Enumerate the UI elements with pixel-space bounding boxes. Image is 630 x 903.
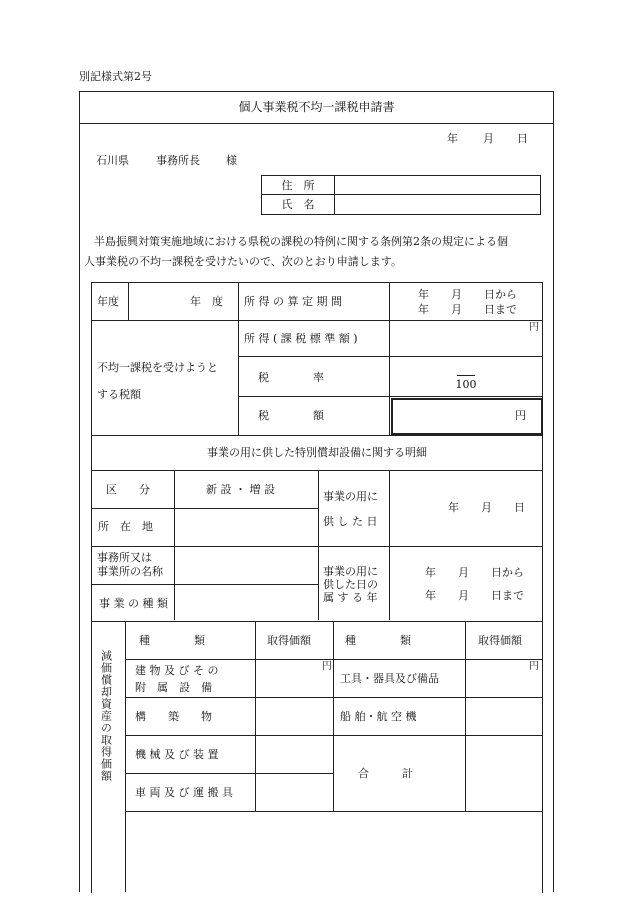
form-number: 別記様式第2号	[79, 70, 152, 83]
machinery-cost-field[interactable]	[257, 737, 331, 772]
s2-col-line-2	[318, 470, 319, 620]
depreciable-assets-label: 減価償却資産の取得価額	[99, 650, 113, 782]
fiscal-year-unit: 年 度	[190, 295, 223, 308]
office-name-field[interactable]	[176, 548, 316, 583]
period-label: 所 得 の 算 定 期 間	[244, 295, 342, 308]
type-header-left: 種 類	[139, 634, 205, 647]
year-label-2: 供した日の	[323, 578, 378, 591]
fiscal-year-label: 年度	[97, 295, 119, 308]
service-date-label-2: 供 し た 日	[323, 515, 378, 528]
statement-line-1: 半島振興対策実施地域における県税の課税の特例に関する条例第2条の規定による個	[94, 235, 508, 248]
s3-col-line-side	[125, 621, 126, 892]
s2-row-line-2	[91, 508, 318, 509]
tax-amount-label-1: 不均一課税を受けようと	[97, 361, 218, 374]
s3-row-line-5	[125, 811, 542, 812]
statement-line-2: 人事業税の不均一課税を受けたいので、次のとおり申請します。	[84, 255, 402, 268]
date-month: 月	[483, 132, 494, 145]
rate-label: 税 率	[258, 371, 324, 384]
name-field[interactable]	[336, 195, 538, 212]
income-yen: 円	[529, 322, 539, 333]
location-label: 所 在 地	[98, 520, 153, 533]
business-type-label: 事 業 の 種 類	[99, 597, 168, 610]
period-to: 年 月 日まで	[418, 303, 517, 316]
cost-yen-right: 円	[529, 661, 539, 672]
vehicles-cost-field[interactable]	[257, 775, 331, 810]
s2-row-line-4	[91, 584, 318, 585]
type-header-right: 種 類	[345, 634, 411, 647]
address-field[interactable]	[336, 176, 538, 193]
date-year: 年	[447, 132, 458, 145]
item-ships-aircraft: 船 舶・航 空 機	[340, 710, 417, 723]
cost-header-left: 取得価額	[267, 634, 311, 647]
s3-col-line-3	[465, 621, 466, 811]
title-divider	[79, 123, 553, 124]
tools-cost-field[interactable]	[467, 661, 540, 696]
service-date-label-1: 事業の用に	[323, 490, 378, 503]
s2-col-line-1	[174, 470, 175, 620]
cost-header-right: 取得価額	[478, 634, 522, 647]
s3-col-line-2	[333, 621, 334, 811]
s3-row-line-4	[125, 773, 333, 774]
item-structures: 構 築 物	[135, 710, 212, 723]
income-label: 所 得 ( 課 税 標 準 額 )	[244, 332, 358, 345]
building-cost-field[interactable]	[257, 661, 331, 696]
item-vehicles: 車 両 及 び 運 搬 具	[135, 786, 233, 799]
s1-col-line-1	[238, 282, 239, 435]
s1-col-line-0	[128, 282, 129, 320]
tax-yen: 円	[515, 409, 526, 422]
year-to: 年 月 日まで	[425, 589, 524, 602]
addressee-honorific: 様	[226, 154, 237, 167]
period-from: 年 月 日から	[418, 288, 517, 301]
year-from: 年 月 日から	[425, 566, 524, 579]
rate-fraction	[451, 375, 481, 391]
form-title: 個人事業税不均一課税申請書	[238, 100, 395, 114]
year-label-3: 属 す る 年	[323, 591, 378, 604]
s1-row-line-1	[91, 320, 542, 321]
s3-row-line-2	[125, 697, 542, 698]
rate-denominator: 100	[455, 378, 477, 391]
name-label: 氏 名	[281, 198, 315, 211]
structures-cost-field[interactable]	[257, 699, 331, 734]
item-building-line2: 附 属 設 備	[135, 681, 212, 694]
location-field[interactable]	[176, 510, 316, 545]
section2-title: 事業の用に供した特別償却設備に関する明細	[207, 446, 427, 459]
new-expand-label: 新 設 ・ 増 設	[206, 483, 275, 496]
s1-row-line-3	[238, 396, 542, 397]
s2-col-line-3	[389, 470, 390, 620]
s3-row-line-1	[125, 659, 542, 660]
total-cost-field[interactable]	[467, 737, 540, 810]
service-date-value: 年 月 日	[448, 501, 525, 514]
address-label: 住 所	[281, 179, 315, 192]
s1-row-line-2	[238, 356, 542, 357]
office-name-label-2: 事業所の名称	[97, 565, 163, 578]
category-label: 区 分	[106, 483, 150, 496]
s1-col-line-2	[389, 282, 390, 435]
applicant-vdivider	[334, 175, 335, 214]
tax-amount-label-2: する税額	[97, 388, 141, 401]
item-building-line1: 建 物 及 び そ の	[135, 664, 219, 677]
business-type-field[interactable]	[176, 586, 316, 619]
s2-row-line-1	[91, 470, 542, 471]
addressee-office: 事務所長	[156, 154, 200, 167]
item-tools: 工具・器具及び備品	[340, 672, 439, 685]
office-name-label-1: 事務所又は	[97, 551, 152, 564]
total-label: 合 計	[358, 767, 413, 780]
cost-yen-left: 円	[322, 661, 332, 672]
s2-row-line-3	[91, 546, 542, 547]
s3-col-line-1	[255, 621, 256, 811]
date-day: 日	[517, 132, 528, 145]
addressee-prefecture: 石川県	[96, 154, 129, 167]
tax-label: 税 額	[258, 409, 324, 422]
item-machinery: 機 械 及 び 装 置	[135, 748, 219, 761]
year-label-1: 事業の用に	[323, 565, 378, 578]
ships-cost-field[interactable]	[467, 699, 540, 734]
new-expand-field[interactable]	[176, 472, 316, 507]
s3-row-line-3	[125, 735, 542, 736]
